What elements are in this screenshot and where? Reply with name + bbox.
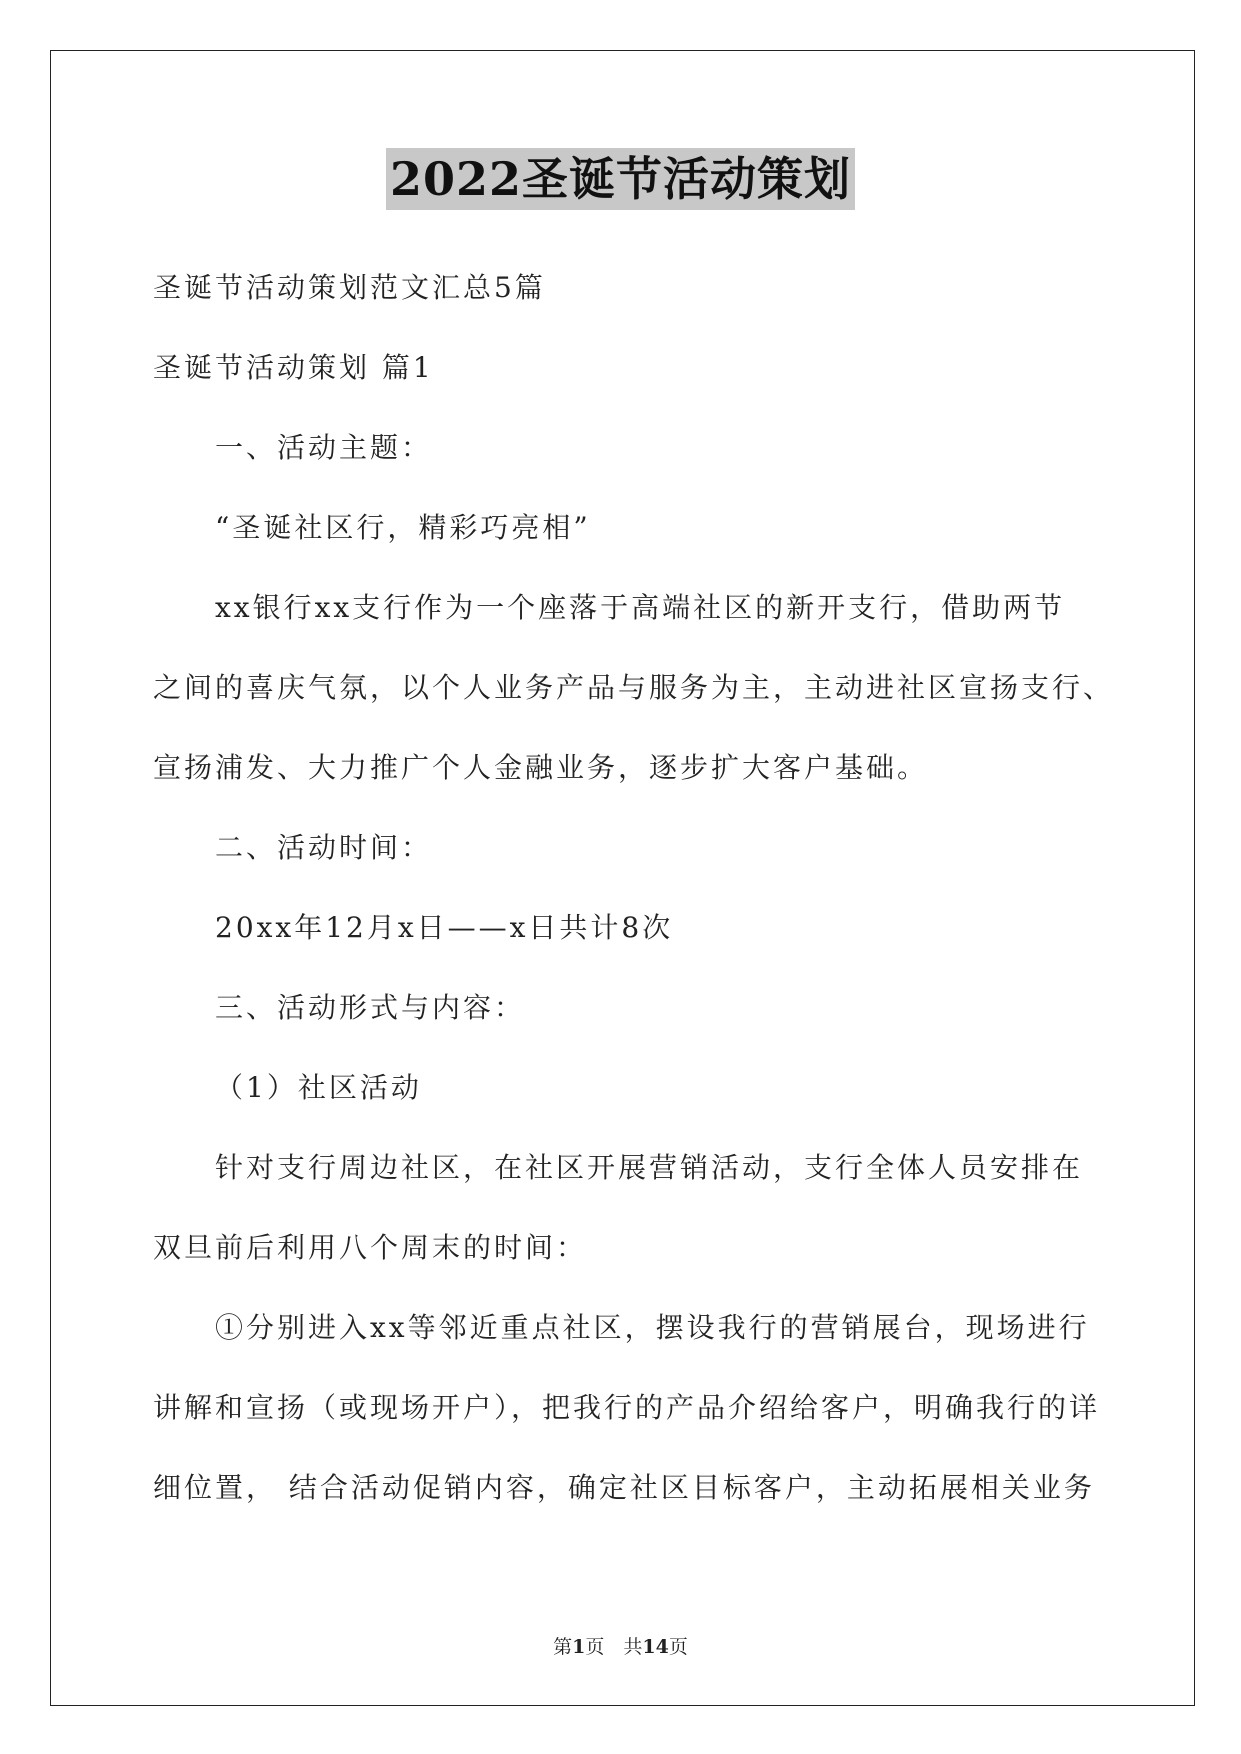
paragraph-line: 双旦前后利用八个周末的时间： <box>153 1231 588 1264</box>
paragraph-line: 之间的喜庆气氛，以个人业务产品与服务为主，主动进社区宣扬支行、 <box>153 671 1115 704</box>
paragraph-line: 一、活动主题： <box>215 431 433 464</box>
footer-prefix: 第 <box>553 1636 573 1658</box>
section-heading: 圣诞节活动策划 篇1 <box>153 351 434 384</box>
paragraph-line: 针对支行周边社区，在社区开展营销活动，支行全体人员安排在 <box>215 1151 1084 1184</box>
total-pages-number: 14 <box>642 1636 669 1658</box>
paragraph-line: 20xx年12月x日——x日共计8次 <box>215 911 674 944</box>
paragraph-line: 三、活动形式与内容： <box>215 991 526 1024</box>
document-title: 2022圣诞节活动策划 <box>386 148 855 210</box>
paragraph-line: ①分别进入xx等邻近重点社区，摆设我行的营销展台，现场进行 <box>215 1311 1090 1344</box>
title-container <box>0 148 1241 210</box>
page-footer <box>0 1632 1241 1659</box>
current-page-number: 1 <box>572 1636 586 1658</box>
paragraph-line: 讲解和宣扬（或现场开户），把我行的产品介绍给客户，明确我行的详 <box>153 1391 1101 1424</box>
paragraph-line: 细位置， 结合活动促销内容，确定社区目标客户，主动拓展相关业务 <box>153 1471 1095 1504</box>
paragraph-line: （1）社区活动 <box>215 1071 422 1104</box>
footer-middle: 页 共 <box>585 1636 643 1658</box>
paragraph-line: 二、活动时间： <box>215 831 433 864</box>
paragraph-line: xx银行xx支行作为一个座落于高端社区的新开支行，借助两节 <box>215 591 1066 624</box>
footer-suffix: 页 <box>668 1636 688 1658</box>
paragraph-line: “圣诞社区行，精彩巧亮相” <box>215 511 591 544</box>
paragraph-line: 宣扬浦发、大力推广个人金融业务，逐步扩大客户基础。 <box>153 751 929 784</box>
subtitle-line: 圣诞节活动策划范文汇总5篇 <box>153 271 546 304</box>
